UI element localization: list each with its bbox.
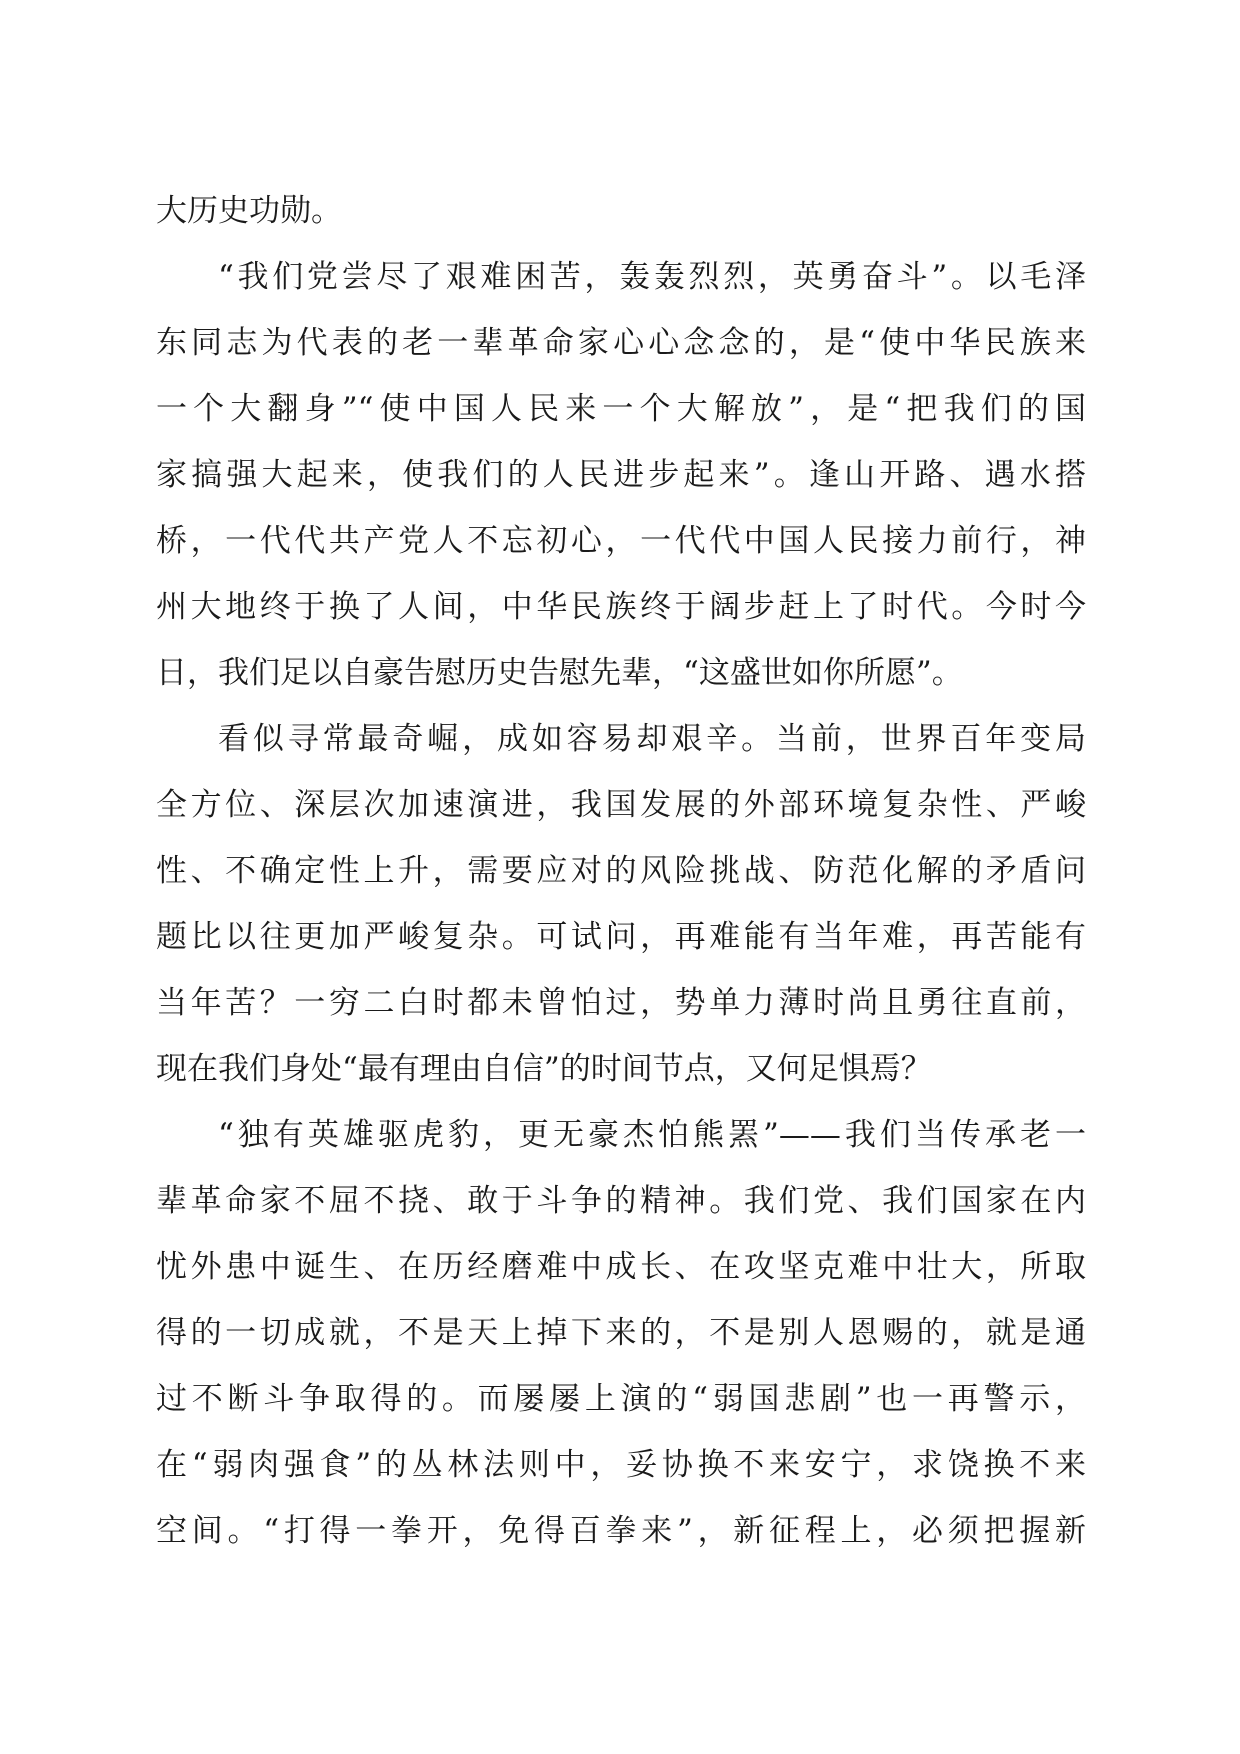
paragraph-1 xyxy=(156,178,1086,244)
text-line: 空间。“打得一拳开，免得百拳来”，新征程上，必须把握新 xyxy=(156,1513,1086,1549)
text-line: “独有英雄驱虎豹，更无豪杰怕熊罴”——我们当传承老一 xyxy=(218,1117,1086,1153)
text-line: 大历史功勋。 xyxy=(156,193,342,229)
text-line: 州大地终于换了人间，中华民族终于阔步赶上了时代。今时今 xyxy=(156,589,1086,625)
text-line: 东同志为代表的老一辈革命家心心念念的，是“使中华民族来 xyxy=(156,325,1086,361)
text-line: 当年苦？一穷二白时都未曾怕过，势单力薄时尚且勇往直前， xyxy=(156,985,1086,1021)
text-line: 忧外患中诞生、在历经磨难中成长、在攻坚克难中壮大，所取 xyxy=(156,1249,1086,1285)
text-line: 桥，一代代共产党人不忘初心，一代代中国人民接力前行，神 xyxy=(156,523,1086,559)
text-line: 日，我们足以自豪告慰历史告慰先辈，“这盛世如你所愿”。 xyxy=(156,655,963,691)
text-line: 辈革命家不屈不挠、敢于斗争的精神。我们党、我们国家在内 xyxy=(156,1183,1086,1219)
text-line: 一个大翻身”“使中国人民来一个大解放”，是“把我们的国 xyxy=(156,391,1086,427)
text-line: 全方位、深层次加速演进，我国发展的外部环境复杂性、严峻 xyxy=(156,787,1086,823)
text-line: “我们党尝尽了艰难困苦，轰轰烈烈，英勇奋斗”。以毛泽 xyxy=(218,259,1086,295)
paragraph-2 xyxy=(156,244,1086,706)
text-line: 在“弱肉强食”的丛林法则中，妥协换不来安宁，求饶换不来 xyxy=(156,1447,1086,1483)
text-line: 题比以往更加严峻复杂。可试问，再难能有当年难，再苦能有 xyxy=(156,919,1086,955)
text-line: 看似寻常最奇崛，成如容易却艰辛。当前，世界百年变局 xyxy=(218,721,1086,757)
text-line: 性、不确定性上升，需要应对的风险挑战、防范化解的矛盾问 xyxy=(156,853,1086,889)
paragraph-3 xyxy=(156,706,1086,1102)
text-line: 得的一切成就，不是天上掉下来的，不是别人恩赐的，就是通 xyxy=(156,1315,1086,1351)
text-line: 现在我们身处“最有理由自信”的时间节点，又何足惧焉？ xyxy=(156,1051,932,1087)
document-body xyxy=(156,178,1086,1564)
text-line: 家搞强大起来，使我们的人民进步起来”。逢山开路、遇水搭 xyxy=(156,457,1086,493)
paragraph-4 xyxy=(156,1102,1086,1564)
text-line: 过不断斗争取得的。而屡屡上演的“弱国悲剧”也一再警示， xyxy=(156,1381,1086,1417)
